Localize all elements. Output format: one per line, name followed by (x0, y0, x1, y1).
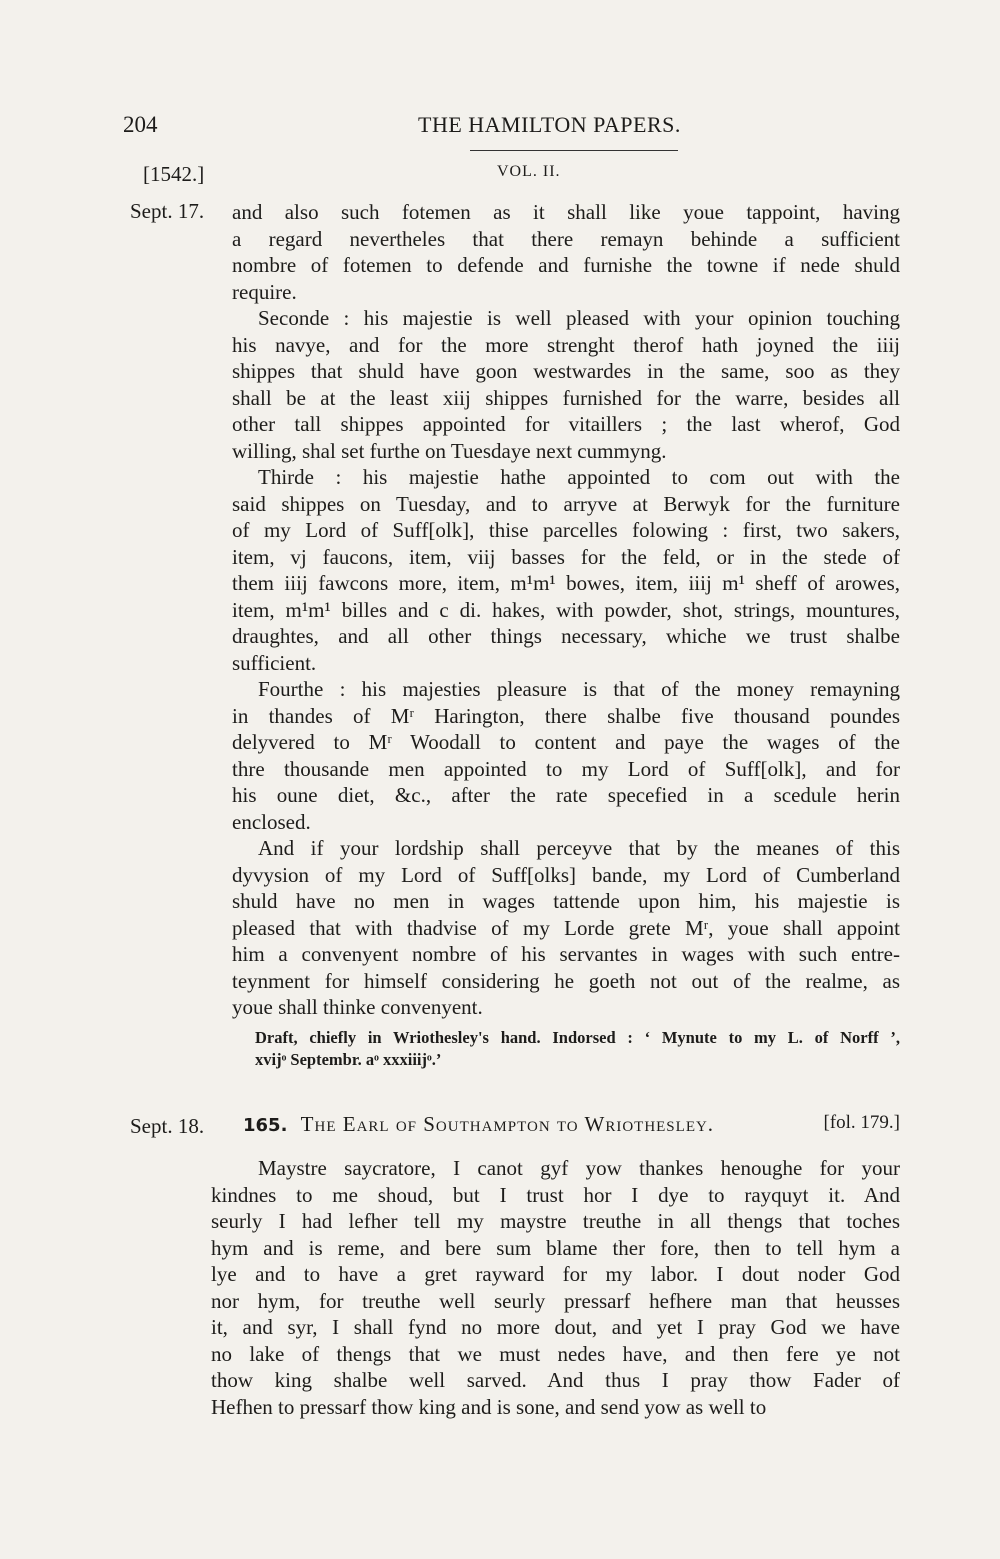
text-line: them iiij fawcons more, item, m¹m¹ bowes, item, iiij m¹ sheff of arowes, (232, 571, 900, 595)
page-number: 204 (123, 112, 158, 137)
text-line: nor hym, for treuthe well seurly pressarf hefhere man that heusses (211, 1288, 900, 1313)
text-line: hym and is reme, and bere sum blame ther fore, then to tell hym a (211, 1235, 900, 1260)
text-line: thre thousande men appointed to my Lord of Suff[olk], and for (232, 756, 900, 781)
text-line: enclosed. (232, 809, 311, 834)
title-rule (470, 150, 678, 151)
text-line: draughtes, and all other things necessary, whiche we trust shalbe (232, 624, 900, 648)
document-number: 165. (243, 1115, 288, 1136)
text-line: Maystre saycratore, I canot gyf yow thankes henoughe for your (258, 1156, 900, 1180)
margin-date-sept-18: Sept. 18. (130, 1114, 205, 1138)
text-line: in thandes of Mʳ Harington, there shalbe five thousand poundes (232, 703, 900, 728)
text-line: lye and to have a gret rayward for my labor. I dout noder God (211, 1262, 900, 1286)
text-line: Thirde : his majestie hathe appointed to com out with the (258, 465, 900, 489)
text-line: Seconde : his majestie is well pleased with your opinion touching (258, 306, 900, 330)
text-line: item, m¹m¹ billes and c di. hakes, with powder, shot, strings, mountures, (232, 597, 900, 622)
margin-date-sept-17: Sept. 17. (130, 199, 205, 223)
text-line: thow king shalbe well sarved. And thus I pray thow Fader of (211, 1368, 900, 1392)
text-line: kindnes to me shoud, but I trust hor I dye to rayquyt it. And (211, 1182, 900, 1207)
text-line: youe shall thinke convenyent. (232, 995, 483, 1019)
text-line: pleased that with thadvise of my Lorde grete Mʳ, youe shall appoint (232, 915, 900, 940)
text-line: his navye, and for the more strenght therof hath joyned the iiij (232, 332, 900, 357)
text-line: require. (232, 279, 297, 304)
volume-label: VOL. II. (497, 163, 561, 180)
text-line: Hefhen to pressarf thow king and is sone, and send yow as well to (211, 1394, 767, 1419)
text-line: it, and syr, I shall fynd no more dout, and yet I pray God we have (211, 1315, 900, 1339)
text-line: his oune diet, &c., after the rate specefied in a scedule herin (232, 783, 900, 807)
text-line: And if your lordship shall perceyve that by the meanes of this (258, 836, 900, 860)
text-line: sufficient. (232, 650, 317, 675)
text-line: seurly I had lefher tell my maystre treuthe in all thengs that toches (211, 1209, 900, 1233)
letter-2-heading (243, 1112, 900, 1137)
text-line: shall be at the least xiij shippes furnished for the warre, besides all (232, 385, 900, 410)
text-line: xvijᵒ Septembr. aᵒ xxxiiijᵒ.’ (255, 1050, 442, 1069)
year-bracket: [1542.] (143, 162, 205, 186)
letter-1-body (232, 199, 900, 1021)
text-line: teynment for himself considering he goeth not out of the realme, as (232, 968, 900, 993)
text-line: Fourthe : his majesties pleasure is that of the money remayning (258, 677, 900, 701)
text-line: dyvysion of my Lord of Suff[olks] bande, my Lord of Cumberland (232, 862, 900, 887)
draft-note (255, 1027, 900, 1071)
text-line: delyvered to Mʳ Woodall to content and paye the wages of the (232, 730, 900, 754)
letter-2-body (211, 1155, 900, 1420)
text-line: Draft, chiefly in Wriothesley's hand. Indorsed : ‘ Mynute to my L. of Norff ’, (255, 1028, 900, 1047)
text-line: shuld have no men in wages tattende upon him, his majestie is (232, 889, 900, 913)
text-line: a regard nevertheles that there remayn behinde a sufficient (232, 226, 900, 251)
text-line: him a convenyent nombre of his servantes in wages with such entre- (232, 942, 900, 966)
text-line: willing, shal set furthe on Tuesdaye next cummyng. (232, 438, 667, 463)
document-title: The Earl of Southampton to Wriothesley. (300, 1112, 715, 1136)
text-line: and also such fotemen as it shall like youe tappoint, having (232, 200, 900, 224)
text-line: item, vj faucons, item, viij basses for the feld, or in the stede of (232, 544, 900, 569)
text-line: said shippes on Tuesday, and to arryve at Berwyk for the furniture (232, 491, 900, 516)
text-line: nombre of fotemen to defende and furnishe the towne if nede shuld (232, 253, 900, 277)
text-line: other tall shippes appointed for vitaillers ; the last wherof, God (232, 412, 900, 436)
folio-reference: [fol. 179.] (823, 1112, 900, 1133)
running-title: THE HAMILTON PAPERS. (418, 112, 681, 137)
text-line: shippes that shuld have goon westwardes in the same, soo as they (232, 359, 900, 383)
text-line: of my Lord of Suff[olk], thise parcelles folowing : first, two sakers, (232, 518, 900, 542)
text-line: no lake of thengs that we must nedes have, and then fere ye not (211, 1341, 900, 1366)
